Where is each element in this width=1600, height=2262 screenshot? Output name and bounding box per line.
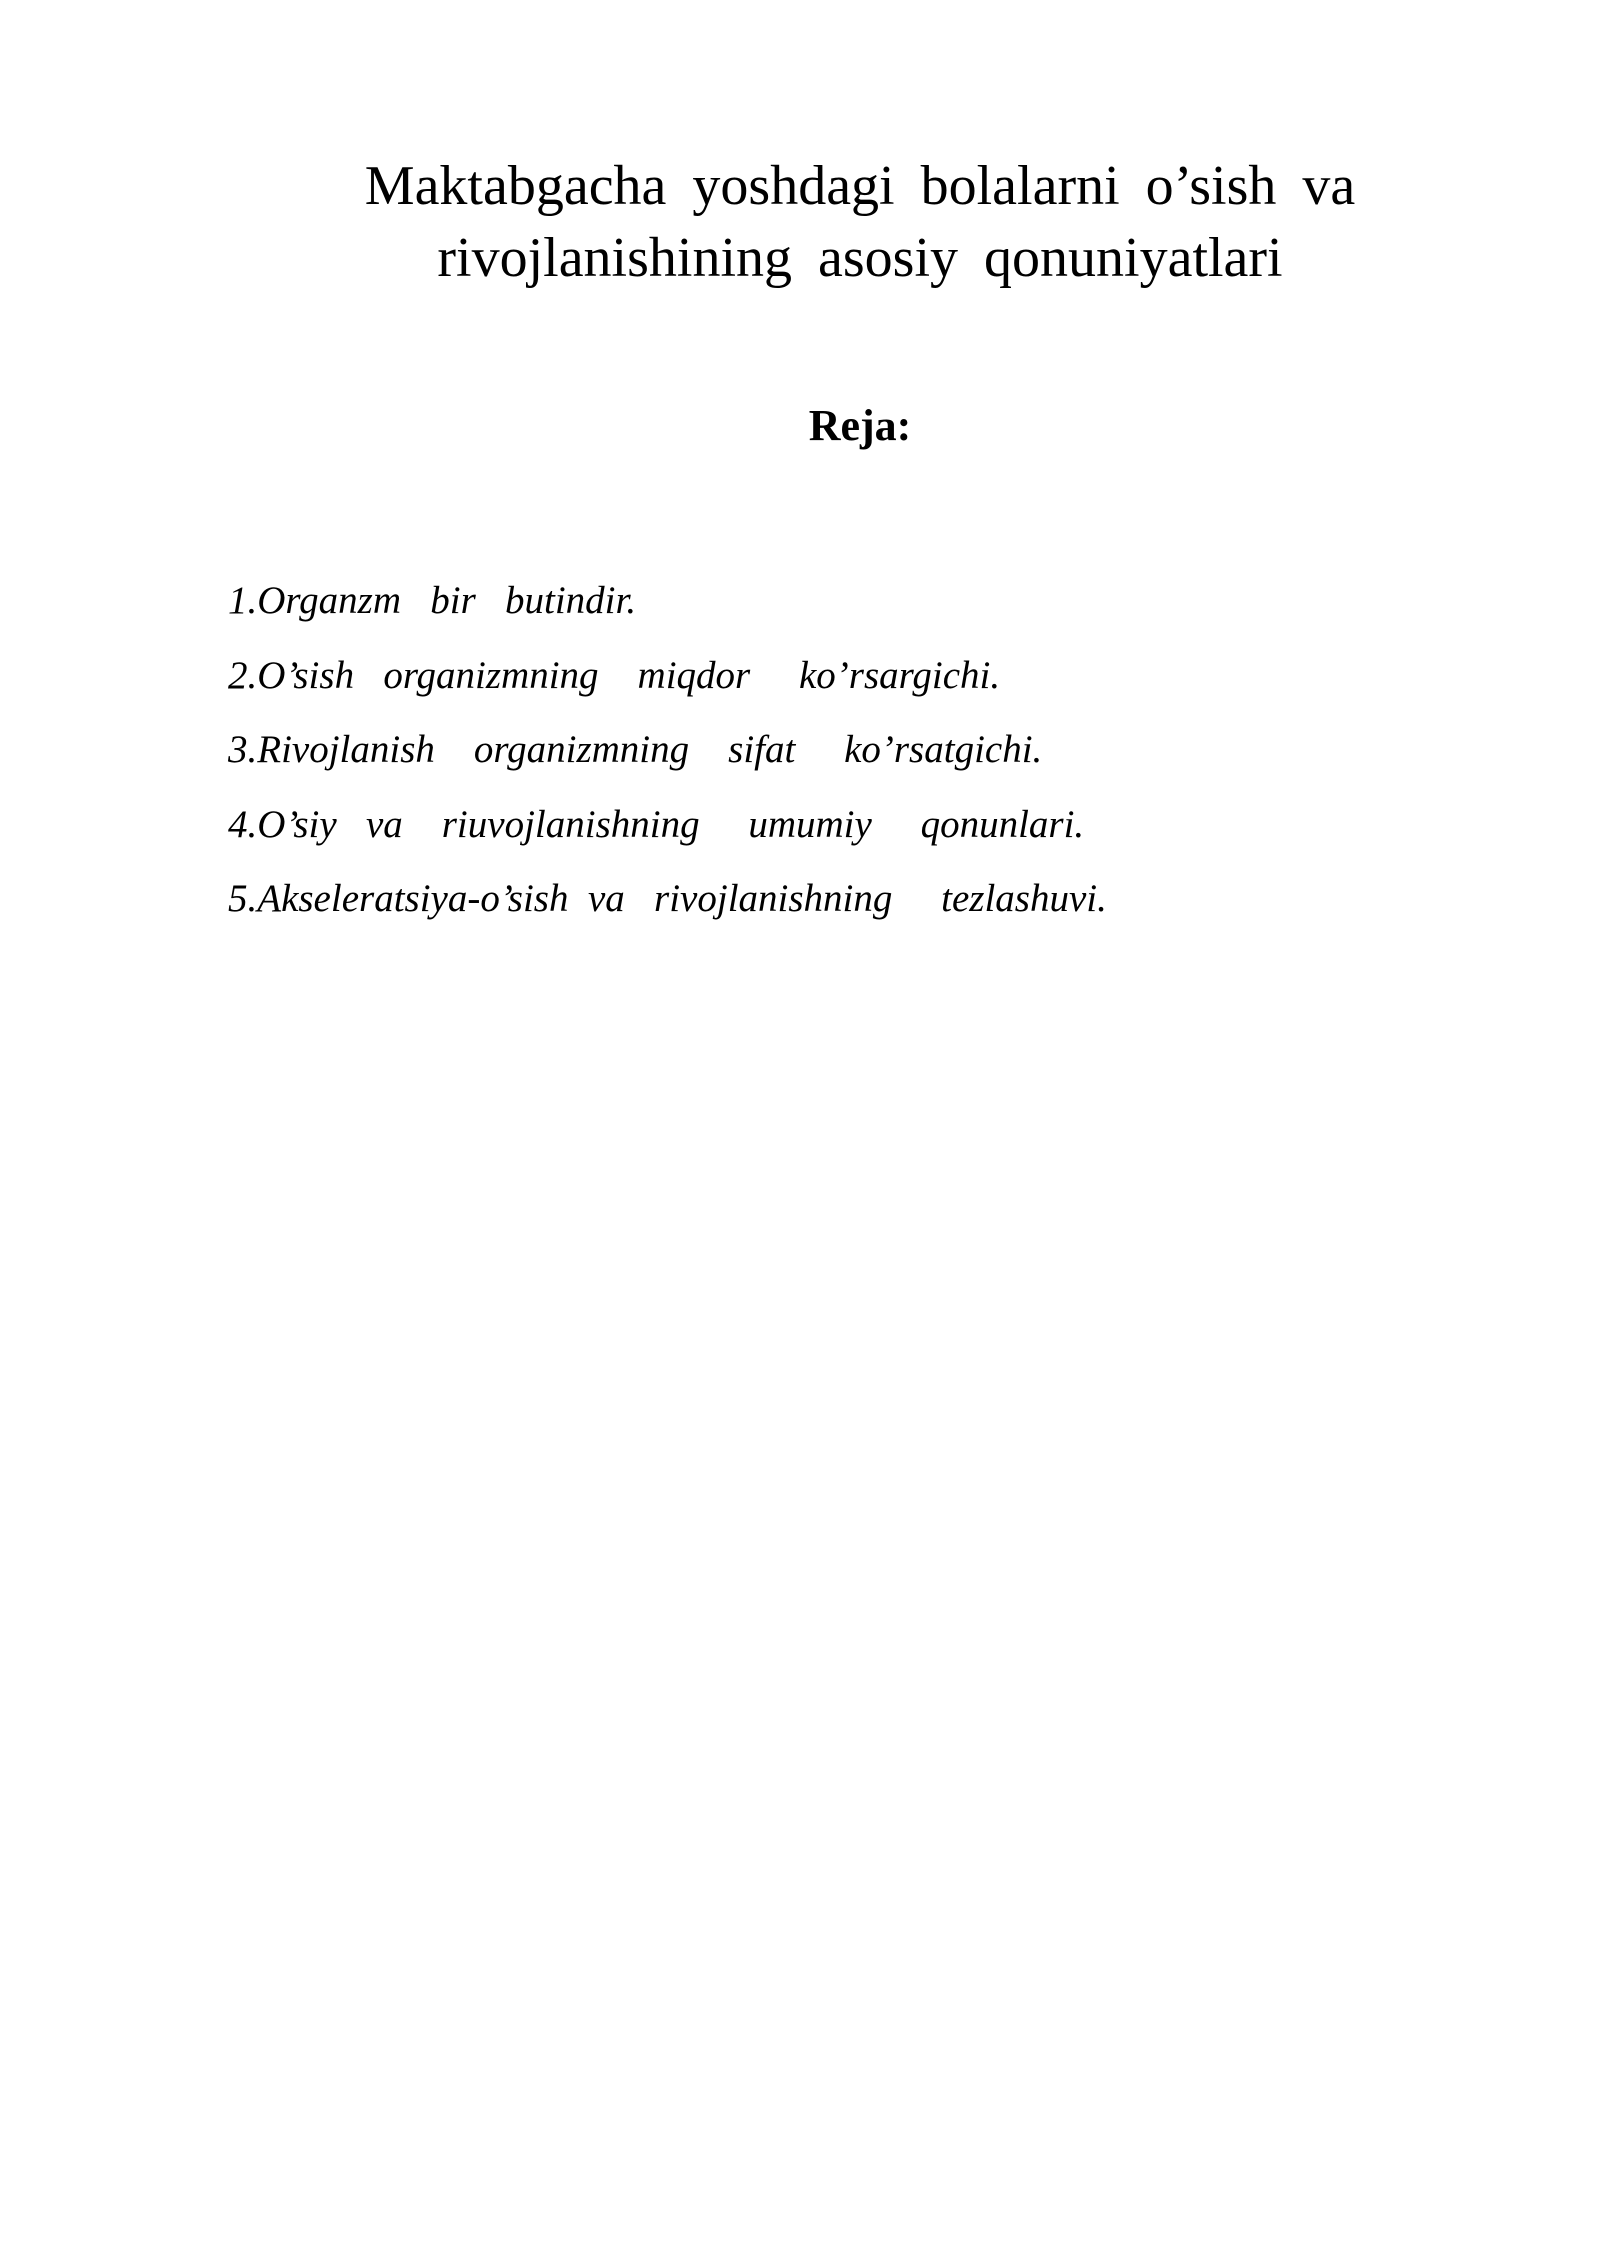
- plan-item: 4.O’siy va riuvojlanishning umumiy qonunlari.: [228, 802, 1085, 846]
- plan-item: 1.Organzm bir butindir.: [228, 579, 637, 622]
- title-line-1: Maktabgacha yoshdagi bolalarni o’sish va: [364, 155, 1356, 217]
- plan-heading: Reja:: [808, 401, 912, 450]
- document-title: [300, 150, 1420, 294]
- title-line-2: rivojlanishining asosiy qonuniyatlari: [437, 227, 1283, 289]
- plan-item: 3.Rivojlanish organizmning sifat ko’rsatgichi.: [228, 728, 1043, 771]
- plan-item: 2.O’sish organizmning miqdor ko’rsargichi.: [228, 653, 1001, 697]
- plan-item: 5.Akseleratsiya-o’sish va rivojlanishning tezlashuvi.: [228, 877, 1107, 920]
- plan-list: [228, 564, 1107, 937]
